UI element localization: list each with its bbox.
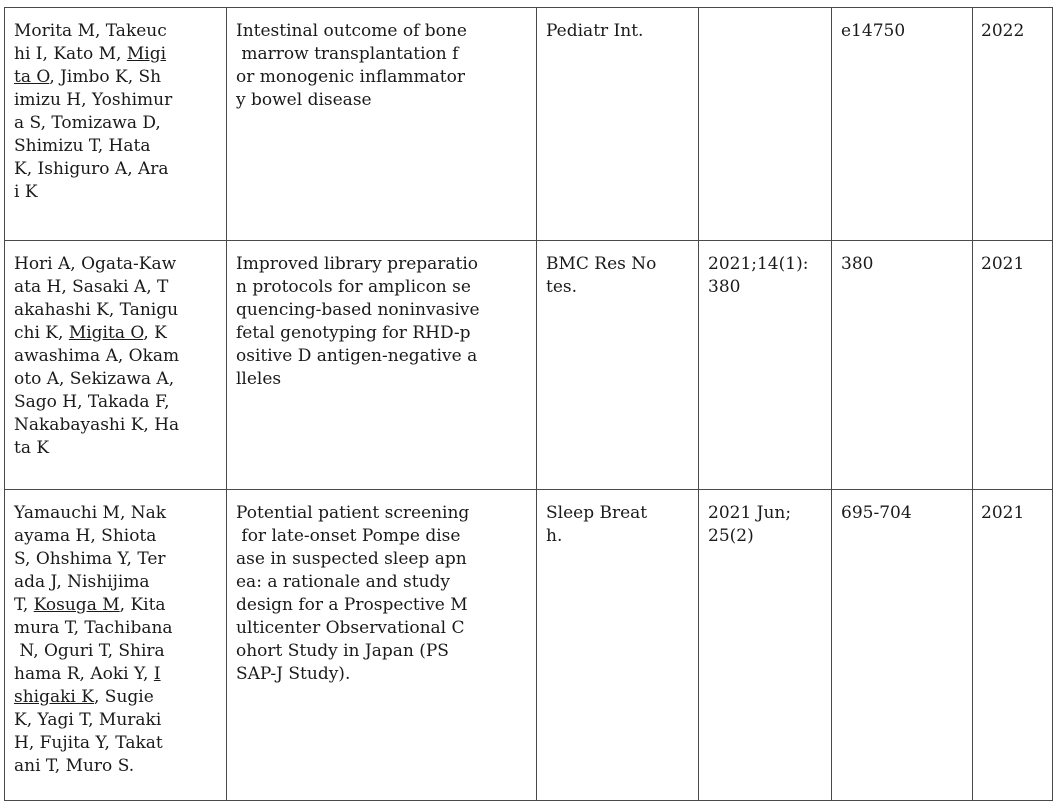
- author-highlight: ta O: [14, 67, 50, 87]
- author-highlight: I: [153, 664, 161, 684]
- volume-line: 2021;14(1):: [708, 254, 809, 274]
- pages-line: e14750: [841, 21, 906, 41]
- table-row: [5, 8, 1053, 241]
- journal-line: tes.: [546, 277, 578, 297]
- author-text: K, Ishiguro A, Ara: [14, 159, 169, 179]
- volume-cell: [699, 241, 832, 490]
- author-line: [14, 502, 222, 525]
- author-text: K, Yagi T, Muraki: [14, 710, 162, 730]
- title-line: marrow transplantation f: [236, 44, 459, 64]
- volume-cell: [699, 8, 832, 241]
- authors-cell: [5, 241, 227, 490]
- author-text: S, Ohshima Y, Ter: [14, 549, 166, 569]
- title-cell: [227, 8, 537, 241]
- publication-table: [4, 7, 1053, 801]
- author-text: chi K,: [14, 323, 69, 343]
- year-cell: 2022: [973, 8, 1053, 241]
- author-line: [14, 755, 222, 778]
- author-highlight: Migita O: [68, 323, 144, 343]
- pages-cell: [832, 8, 973, 241]
- author-highlight: Migi: [126, 44, 167, 64]
- author-text: ayama H, Shiota: [14, 526, 157, 546]
- journal-line: Pediatr Int.: [546, 21, 644, 41]
- title-line: lleles: [236, 369, 282, 389]
- author-text: i K: [14, 182, 38, 202]
- author-line: [14, 112, 222, 135]
- author-line: [14, 548, 222, 571]
- title-line: Intestinal outcome of bone: [236, 21, 467, 41]
- volume-line: 2021 Jun;: [708, 503, 792, 523]
- author-line: [14, 525, 222, 548]
- author-text: , Sugie: [93, 687, 154, 707]
- title-line: ea: a rationale and study: [236, 572, 450, 592]
- author-line: [14, 158, 222, 181]
- author-text: mura T, Tachibana: [14, 618, 173, 638]
- title-line: fetal genotyping for RHD-p: [236, 323, 471, 343]
- author-text: H, Fujita Y, Takat: [14, 733, 163, 753]
- author-highlight: Kosuga M: [33, 595, 120, 615]
- author-line: [14, 709, 222, 732]
- journal-cell: [537, 241, 699, 490]
- author-text: Nakabayashi K, Ha: [14, 415, 180, 435]
- author-text: , Jimbo K, Sh: [49, 67, 162, 87]
- journal-cell: [537, 8, 699, 241]
- title-line: for late-onset Pompe dise: [236, 526, 461, 546]
- author-line: [14, 571, 222, 594]
- author-text: awashima A, Okam: [14, 346, 180, 366]
- author-line: [14, 617, 222, 640]
- author-text: N, Oguri T, Shira: [14, 641, 165, 661]
- author-text: Hori A, Ogata-Kaw: [14, 254, 177, 274]
- title-line: Improved library preparatio: [236, 254, 479, 274]
- pages-line: 695-704: [841, 503, 912, 523]
- title-line: design for a Prospective M: [236, 595, 468, 615]
- author-text: Shimizu T, Hata: [14, 136, 151, 156]
- author-text: ata H, Sasaki A, T: [14, 277, 169, 297]
- author-line: [14, 414, 222, 437]
- author-line: [14, 299, 222, 322]
- title-line: or monogenic inflammator: [236, 67, 465, 87]
- title-line: SAP-J Study).: [236, 664, 351, 684]
- author-line: [14, 181, 222, 204]
- author-text: Sago H, Takada F,: [14, 392, 170, 412]
- volume-line: 25(2): [708, 526, 754, 546]
- author-line: [14, 322, 222, 345]
- author-line: [14, 368, 222, 391]
- author-text: T,: [14, 595, 34, 615]
- author-text: ani T, Muro S.: [14, 756, 135, 776]
- table-row: [5, 241, 1053, 490]
- author-text: hi I, Kato M,: [14, 44, 127, 64]
- title-line: Potential patient screening: [236, 503, 470, 523]
- author-text: akahashi K, Tanigu: [14, 300, 179, 320]
- author-highlight: shigaki K: [14, 687, 94, 707]
- author-line: [14, 391, 222, 414]
- pages-cell: [832, 241, 973, 490]
- author-text: a S, Tomizawa D,: [14, 113, 161, 133]
- title-line: y bowel disease: [236, 90, 372, 110]
- author-line: [14, 89, 222, 112]
- volume-cell: [699, 490, 832, 801]
- journal-line: h.: [546, 526, 563, 546]
- title-cell: [227, 241, 537, 490]
- journal-line: BMC Res No: [546, 254, 657, 274]
- table-row: [5, 490, 1053, 801]
- author-line: [14, 437, 222, 460]
- author-line: [14, 66, 222, 89]
- author-line: [14, 594, 222, 617]
- title-line: quencing-based noninvasive: [236, 300, 480, 320]
- author-line: [14, 43, 222, 66]
- year-cell: 2021: [973, 490, 1053, 801]
- author-line: [14, 663, 222, 686]
- author-text: ada J, Nishijima: [14, 572, 150, 592]
- authors-cell: [5, 490, 227, 801]
- volume-line: 380: [708, 277, 741, 297]
- author-line: [14, 686, 222, 709]
- author-text: imizu H, Yoshimur: [14, 90, 173, 110]
- author-text: Yamauchi M, Nak: [14, 503, 167, 523]
- title-line: ase in suspected sleep apn: [236, 549, 467, 569]
- author-line: [14, 345, 222, 368]
- year-cell: 2021: [973, 241, 1053, 490]
- author-line: [14, 640, 222, 663]
- author-line: [14, 135, 222, 158]
- pages-cell: [832, 490, 973, 801]
- author-text: , Kita: [119, 595, 166, 615]
- journal-line: Sleep Breat: [546, 503, 648, 523]
- author-text: Morita M, Takeuc: [14, 21, 167, 41]
- pages-line: 380: [841, 254, 874, 274]
- author-text: hama R, Aoki Y,: [14, 664, 154, 684]
- author-line: [14, 732, 222, 755]
- journal-cell: [537, 490, 699, 801]
- author-text: , K: [143, 323, 167, 343]
- author-text: oto A, Sekizawa A,: [14, 369, 175, 389]
- authors-cell: [5, 8, 227, 241]
- title-line: ohort Study in Japan (PS: [236, 641, 449, 661]
- title-cell: [227, 490, 537, 801]
- title-line: ositive D antigen-negative a: [236, 346, 478, 366]
- title-line: n protocols for amplicon se: [236, 277, 471, 297]
- author-line: [14, 20, 222, 43]
- title-line: ulticenter Observational C: [236, 618, 465, 638]
- author-text: ta K: [14, 438, 50, 458]
- author-line: [14, 253, 222, 276]
- author-line: [14, 276, 222, 299]
